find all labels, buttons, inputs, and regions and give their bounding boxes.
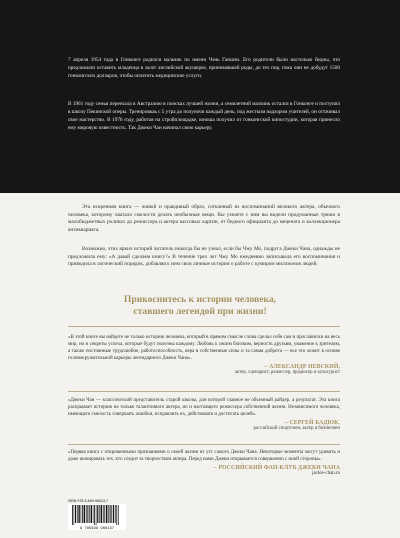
quote-author-role: российский спортсмен, актер и бизнесмен	[253, 426, 340, 432]
isbn-barcode	[68, 499, 128, 531]
divider-2	[68, 444, 340, 445]
quote-text: «Джеки Чан — классический представитель старой школы, для которой главное не объемный райдер, а результат. Эта книга раскрывает историю не только талантливого актера, но и настоящего режиссера собственной жизни. Независимого человека, имеющего смелость совершать ошибки, исправлять их, действовать и достигать целей».	[68, 398, 340, 418]
quote-text: «В этой книге вы найдете не только историю человека, который в прямом смысле слова сделал себя сам и прославился на весь мир, но и секреты успеха, которые будут полезны каждому. Любовь к своим близким, верность друзьям, уважение к зрителям, а также постоянные трудолюбие, работоспособность, вера в собственные силы и та самая доброта — все это лежит в основе головокружительной карьеры легендарного Джеки Чана».	[68, 335, 340, 362]
quote-text: «Первая книга с откровенными признаниями о своей жизни из уст самого Джеки Чана. Некоторые моменты могут удивить и даже шокировать тех, кто следит за творчеством актера. Перед нами Джеки открывается совершенно с иной стороны».	[68, 450, 340, 463]
quote-author-role: актер, сценарист, режиссер, продюсер и культурист	[234, 370, 340, 376]
headline	[40, 294, 360, 318]
review-quote-2	[68, 397, 340, 433]
description-paragraph-2: Возможно, этих ярких историй читатель никогда бы не узнал, если бы Чжу Мо, подруга Джеки Чана, однажды не предложила ему: «А давай сделаем книгу?» В течение трех лет Чжу Мо ежедневно записывала его воспоминания и приводила в логический порядок, добавляя к ним свои личные истории о работе с кумиром миллионов людей.	[68, 246, 340, 268]
quote-author: – СЕРГЕЙ БАДЮК,	[284, 420, 340, 427]
divider-top	[68, 326, 340, 327]
top-dark-panel	[0, 0, 400, 193]
isbn-number: ISBN 978-5-699-96613-7	[68, 499, 109, 503]
headline-line-2: ставшего легендой при жизни!	[133, 306, 267, 317]
divider-1	[68, 391, 340, 392]
review-quote-1	[68, 334, 340, 377]
description-paragraph-1: Эта искренняя книга — живой и правдивый образ, сотканный из воспоминаний великого актера, обычного человека, которому хватало смелости делать необычные вещи. Вы узнаете с ним вы видели продуманные трюки в малобюджетных роликах до режиссера и актера кассовых картин, от бедного официанта до мецената и коллекционера антиквариата.	[68, 204, 340, 233]
quote-author: – АЛЕКСАНДР НЕВСКИЙ,	[264, 364, 340, 371]
quote-author-website: jackie-chan.ru	[312, 471, 340, 477]
headline-line-1: Прикоснитесь к истории человека,	[123, 294, 277, 305]
barcode-image	[68, 504, 126, 530]
intro-paragraph-1: 7 апреля 1954 года в Гонконге родился мальчик по имени Чэнь Ганшэн. Его родители были настолько бедны, что предложили оставить младенца в залог английской акушерке, принимавшей роды, до тех пор, пока они не добудут 1500 гонконгских долларов, чтобы оплатить медицинские услуги.	[68, 57, 340, 79]
intro-paragraph-2: В 1961 году семья переехала в Австралию в поисках лучшей жизни, а семилетний мальчик остался в Гонконге и поступил в школу Пекинской оперы. Тренировкаь с 5 утра до полуночи каждый день, под жестким надзором учителей, он оттачивал свое мастерство. В 1976 году, работая на стройплощадке, юноша получил от гонконгской киностудии, которая принесло ему мировую известность. Так Джеки Чан начинал свою карьеру.	[68, 101, 340, 131]
quote-author: – РОССИЙСКИЙ ФАН-КЛУБ ДЖЕКИ ЧАНА	[213, 465, 340, 472]
barcode-digits: 9 785699 966137	[79, 527, 115, 530]
review-quote-3	[68, 449, 340, 478]
